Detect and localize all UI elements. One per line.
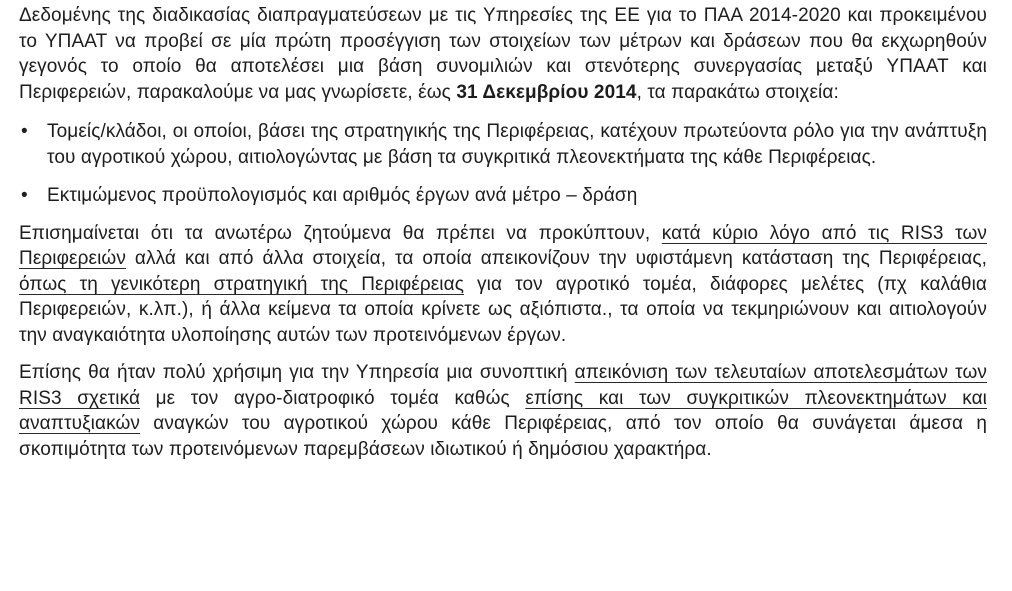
bullet-icon: • (21, 121, 28, 142)
underlined-text: όπως τη γενικότερη στρατηγική της Περιφέρειας (19, 273, 464, 295)
summary-paragraph (19, 360, 987, 462)
underlined-text: επίσης και των συγκριτικών πλεονεκτημάτων και αναπτυξιακών (19, 387, 987, 434)
underlined-text: κατά κύριο λόγο από τις RIS3 των Περιφερειών (19, 222, 987, 269)
paragraph-text: για τον αγροτικό τομέα, διάφορες μελέτες (πχ καλάθια Περιφερειών, κ.λπ.), ή άλλα κείμενα τα οποία κρίνετε ως αξιόπιστα., τα οποία να τεκμηριώνουν και αιτιολογούν την αναγκαιότητα υλοποίησης αυτών των προτεινόμενων έργων. (19, 273, 987, 346)
bullet-icon: • (21, 185, 28, 206)
paragraph-text: αλλά και από άλλα στοιχεία, τα οποία απεικονίζουν την υφιστάμενη κατάσταση της Περιφέρειας, (125, 248, 987, 269)
requested-items-list (19, 119, 987, 209)
document-page (19, 0, 987, 462)
intro-text: Δεδομένης της διαδικασίας διαπραγματεύσεων με τις Υπηρεσίες της ΕΕ για το ΠΑΑ 2014-2020 και προκειμένου το ΥΠΑΑΤ να προβεί σε μία πρώτη προσέγγιση των στοιχείων των μέτρων και δράσεων που θα εκχωρηθούν γεγονός το οποίο θα αποτελέσει μια βάση συνομιλιών και στενότερης συνεργασίας μεταξύ ΥΠΑΑΤ και Περιφερειών, παρακαλούμε να μας γνωρίσετε, έως (19, 5, 987, 103)
paragraph-text: Επίσης θα ήταν πολύ χρήσιμη για την Υπηρεσία μια συνοπτική (19, 362, 575, 383)
paragraph-text: με τον αγρο-διατροφικό τομέα καθώς (140, 387, 526, 409)
list-item (19, 119, 987, 170)
intro-paragraph (19, 0, 987, 105)
paragraph-text: αναγκών του αγροτικού χώρου κάθε Περιφέρειας, από τον οποίο θα συνάγεται άμεσα η σκοπιμότητα των προτεινόμενων παρεμβάσεων ιδιωτικού ή δημόσιου χαρακτήρα. (19, 413, 987, 460)
underlined-text: απεικόνιση των τελευταίων αποτελεσμάτων των RIS3 σχετικά (19, 362, 987, 409)
paragraph-text: Επισημαίνεται ότι τα ανωτέρω ζητούμενα θα πρέπει να προκύπτουν, (19, 222, 662, 244)
list-item-text: Τομείς/κλάδοι, οι οποίοι, βάσει της στρατηγικής της Περιφέρειας, κατέχουν πρωτεύοντα ρόλο για την ανάπτυξη του αγροτικού χώρου, αιτιολογώντας με βάση τα συγκριτικά πλεονεκτήματα της κάθε Περιφέρειας. (47, 121, 987, 168)
list-item-text: Εκτιμώμενος προϋπολογισμός και αριθμός έργων ανά μέτρο – δράση (47, 185, 638, 206)
sources-paragraph (19, 221, 987, 349)
deadline-date: 31 Δεκεμβρίου 2014 (456, 81, 637, 103)
intro-text-end: , τα παρακάτω στοιχεία: (636, 81, 839, 103)
list-item (19, 183, 987, 209)
